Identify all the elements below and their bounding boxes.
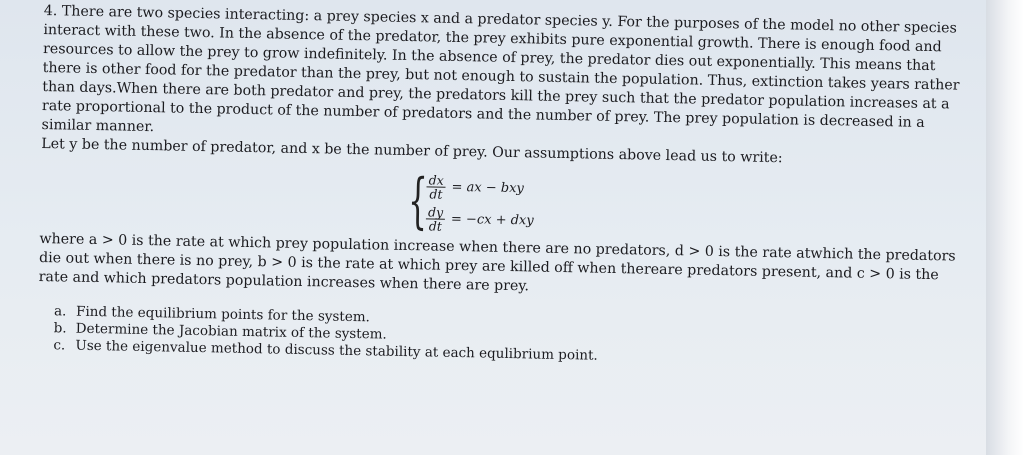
- eq2-right-side: = −cx + dxy: [450, 211, 534, 229]
- eq1-right-side: = ax − bxy: [451, 179, 524, 197]
- eq2-numerator: dy: [427, 204, 444, 220]
- eq2-denominator: dt: [428, 218, 442, 234]
- equation-prey: [426, 173, 524, 202]
- fraction-dx-dt: [426, 173, 446, 200]
- question-label: a.: [53, 303, 67, 320]
- question-label: c.: [53, 337, 66, 354]
- differential-system: [407, 166, 971, 246]
- system-brace: {: [407, 166, 429, 237]
- fraction-dy-dt: [426, 205, 446, 232]
- equation-predator: [426, 205, 534, 234]
- question-text: Find the equilibrium points for the system.: [75, 303, 371, 326]
- question-text: Use the eigenvalue method to discuss the stability at each equlibrium point.: [75, 337, 598, 364]
- problem-paragraph-intro: 4. There are two species interacting: a prey species x and a predator species y. For the purposes of the model no other species interact with these two. In the absence of the predator, the prey exhibits pure exponential growth. There is enough food and resources to allow the prey to grow indefinitely. In the absence of prey, the predator dies out exponentially. This means that there is other food for the predator than the prey, but not enough to sustain the population. Thus, extinction takes years rather than days.When there are both predator and prey, the predators kill the prey such that the predator population increases at a rate proportional to the product of the number of predators and the number of prey. The prey population is decreased in a similar manner.: [41, 2, 960, 136]
- problem-text: [37, 2, 974, 372]
- problem-paragraph-parameters: where a > 0 is the rate at which prey population increase when there are no predators, d > 0 is the rate atwhich the predators die out when there is no prey, b > 0 is the rate at which prey are killed off when thereare predators present, and c > 0 is the rate and which predators population increases when there are prey.: [38, 230, 956, 295]
- page-edge: [986, 0, 1024, 455]
- question-list: [53, 303, 968, 372]
- question-text: Determine the Jacobian matrix of the system.: [75, 320, 387, 343]
- eq1-numerator: dx: [428, 172, 444, 188]
- question-label: b.: [53, 320, 67, 337]
- eq1-denominator: dt: [429, 186, 443, 202]
- problem-paragraph-assumptions: Let y be the number of predator, and x be the number of prey. Our assumptions above lead us to write:: [41, 135, 783, 167]
